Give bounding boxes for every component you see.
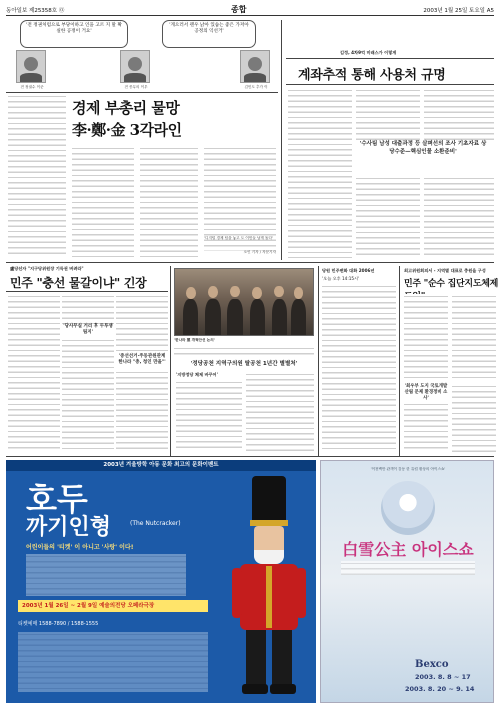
- ice-show-ad-date-2: 2003. 8. 20 ~ 9. 14: [405, 685, 475, 693]
- mid-left-kicker: 盧당선자 "지구당위원장 기득권 버려라": [10, 266, 84, 271]
- mid-center-headline: '정당공천 지역구의원 탈공천 1년간 별별처': [190, 361, 298, 367]
- mid-center-col1: [176, 380, 242, 452]
- mid-left-subhead: '당사무실 거리 후 두투쟁 팀지': [63, 324, 113, 335]
- portrait-2: [120, 50, 150, 83]
- portrait-3-caption: 김민도 추가 이: [244, 85, 268, 89]
- masthead-right: 2003년 1월 25일 토요일 A5: [423, 8, 494, 14]
- skater-figure-icon: [381, 481, 435, 535]
- nutcracker-ad-subtitle: 까기인형: [26, 514, 112, 540]
- pull-quote-1: '전 정권처럼으로 부당이하고 인을 고르 지 말 확실한 공정이 거요': [20, 20, 128, 48]
- nutcracker-ad-header: 2003년 겨울방학 아동 문화 최고의 문화이벤트: [6, 460, 316, 471]
- mid-right-col3b: [452, 384, 496, 452]
- portrait-2-caption: 전 종무의 이우: [124, 85, 148, 89]
- mid-right-headline: 민주 "순수 집단지도체제: [404, 279, 498, 289]
- ice-show-ad-venue: Bexco: [415, 659, 449, 670]
- nutcracker-ad-dates: 2003년 1월 26일 ~ 2월 9일 예술의전당 오페라극장: [18, 600, 208, 612]
- lead-byline: 오인 기자 / 자문기자: [243, 250, 276, 254]
- nutcracker-ad[interactable]: [6, 460, 316, 703]
- lead-body-col1: [8, 94, 66, 258]
- right-headline: 계좌추적 통해 사용처 규명: [298, 68, 446, 83]
- right-kicker: 김정, 4차9억 미래스가 이렇게: [340, 50, 397, 55]
- mid-left-col2b: [62, 338, 114, 452]
- right-body-col3b: [424, 176, 494, 258]
- lead-body-col3: [140, 146, 198, 258]
- section-title: 종합: [231, 5, 247, 14]
- mid-left-subhead-2: '중선선거·주동관원관계 한나라 "충, 청인 만을"': [118, 354, 166, 365]
- portrait-3: [240, 50, 270, 83]
- mid-right-sub-1: '오늘 오후 14:15시': [322, 276, 360, 281]
- lead-snippet: '디지털 경제 팀을 놓고 도 이민들 남게 돌다': [204, 236, 273, 240]
- meeting-photo: [174, 268, 314, 336]
- portrait-1: [16, 50, 46, 83]
- masthead-left: 동아일보 제25358호 ⓪: [6, 8, 65, 14]
- ice-show-ad[interactable]: [320, 460, 494, 703]
- mid-left-col1: [8, 294, 60, 452]
- lead-headline-2: 李·鄭·金 3각라인: [72, 121, 182, 139]
- ice-show-ad-date-1: 2003. 8. 8 ~ 17: [415, 673, 471, 681]
- mid-left-col3b: [116, 370, 168, 452]
- nutcracker-ad-en-title: (The Nutcracker): [130, 520, 181, 527]
- mid-right-kicker-2: 최고위원회의서 - 지역별 대표로 충원을 구성: [404, 268, 486, 273]
- photo-caption-lines: [174, 346, 314, 356]
- nutcracker-ad-tickets: 티켓예매 1588-7890 / 1588-1555: [18, 621, 99, 627]
- mid-left-col2: [62, 294, 114, 324]
- mid-left-col3: [116, 294, 168, 354]
- right-body-col1: [288, 88, 352, 258]
- portrait-1-caption: 전 정권수 이준: [20, 85, 44, 89]
- pull-quote-2: '게으러서 괜우 낡아 있습는 좋은 가저아 공정의 익선거': [162, 20, 256, 48]
- ice-show-ad-sub: '이천백만 관객이 감동 한 유럽 환상의 아이스쇼': [370, 467, 446, 471]
- mid-left-headline: 민주 "충선 물갈이냐" 긴장: [10, 276, 147, 290]
- mid-right-subhead: '최우부 도지 국토개발 산림 문제 환경정비 소사': [404, 384, 448, 401]
- mid-right-col3: [452, 294, 496, 382]
- mid-center-snippet: '지방정당 체제 바꾸어': [176, 372, 218, 377]
- photo-caption: '한나라 黨 개혁안선 논의': [174, 338, 215, 342]
- lead-body-col2: [72, 146, 134, 258]
- nutcracker-figure-icon: [232, 476, 306, 698]
- lead-headline-1: 경제 부총리 물망: [72, 99, 180, 117]
- mid-right-col2: [404, 294, 448, 382]
- masthead: [6, 4, 494, 16]
- right-body-col2: [356, 88, 420, 140]
- mid-center-col2: [246, 372, 314, 452]
- right-body-col2b: [356, 176, 420, 258]
- mid-right-col1: [322, 284, 396, 452]
- nutcracker-ad-title: 호두: [26, 480, 88, 518]
- mid-right-col2b: [404, 402, 448, 452]
- ice-show-ad-title: 白雪公主 아이스쇼: [342, 540, 474, 559]
- right-body-col3: [424, 88, 494, 140]
- mid-right-kicker-1: 당원 민주변화 대화 2006년: [322, 268, 375, 273]
- nutcracker-ad-slogan: 어린이들의 '티켓' 이 아니고 '사랑' 이다!: [26, 544, 134, 551]
- right-subheadline: '수사팀 남성 대출과정 등 살펴선의 조사 기초자료 상당수준—핵심인물 소환준비': [359, 141, 487, 155]
